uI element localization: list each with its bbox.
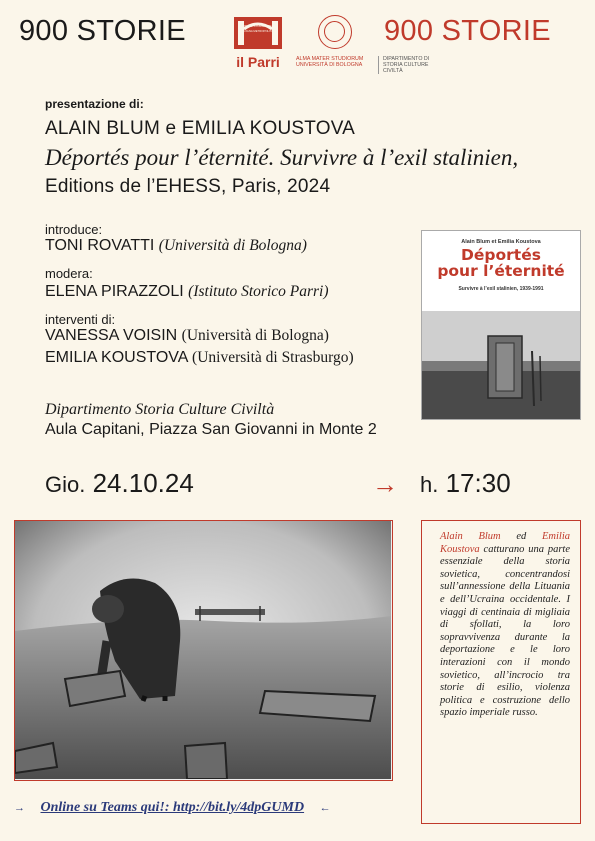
blurb-author-1: Alain Blum [440,531,501,542]
person-name: EMILIA KOUSTOVA [45,349,188,366]
cover-photo [422,311,580,420]
presentation-label: presentazione di: [45,97,144,111]
event-time [420,468,511,499]
svg-text:ISTITUTO STORICO PARRI: ISTITUTO STORICO PARRI [239,24,277,28]
online-link-row [14,800,331,816]
cover-title [422,247,580,280]
blurb-connector: ed [516,531,527,542]
series-title-left: 900 STORIE [19,15,186,47]
arrow-right-icon: → [372,469,398,499]
book-cover [421,230,581,420]
person-name: TONI ROVATTI [45,237,155,254]
blurb-author-2: Emilia Koustova [440,531,570,555]
person-affiliation: (Università di Bologna) [181,327,329,344]
cover-title-line-1: Déportés [461,246,541,264]
hour-label: h. [420,472,439,497]
person-affiliation: (Università di Strasburgo) [192,349,354,366]
svg-text:il Parri: il Parri [236,54,280,70]
person-name: ELENA PIRAZZOLI [45,283,184,300]
unibo-seal-icon [318,15,352,49]
person-affiliation: (Università di Bologna) [158,237,307,254]
interventi-label: interventi di: [45,312,116,327]
speaker-1 [45,327,329,345]
cover-authors: Alain Blum et Emilia Koustova [461,239,541,245]
blurb-body: catturano una parte essenziale della storia sovietica, concentrandosi sull’annessione della Lituania e dell’Ucraina occidentale. I viaggi di centinaia di migliaia di sfollati, la loro sopravvivenza durante la deportazione e le loro interazioni con il mondo sovietico, all’incrocio tra storie di esilio, violenza politica e costruzione dello spazio imperiale russo. [440,543,570,719]
modera-person [45,283,329,301]
svg-text:BOLOGNA METROPOLITANA: BOLOGNA METROPOLITANA [238,29,278,33]
person-name: VANESSA VOISIN [45,327,178,344]
book-publisher: Editions de l’EHESS, Paris, 2024 [45,176,331,197]
book-title: Déportés pour l’éternité. Survivre à l’exil stalinien, [45,145,519,170]
modera-label: modera: [45,266,93,281]
unibo-name: ALMA MATER STUDIORUM UNIVERSITÀ DI BOLOGNA [296,56,364,69]
event-date [45,468,194,499]
time-value: 17:30 [445,468,511,498]
parri-logo [228,15,288,73]
series-title-right: 900 STORIE [384,15,551,47]
description-box [421,520,581,824]
cover-title-line-2: pour l’éternité [437,262,565,281]
speaker-2 [45,349,354,367]
arrow-left-icon: ← [319,802,331,814]
venue-department: Dipartimento Storia Culture Civiltà [45,401,275,418]
person-affiliation: (Istituto Storico Parri) [188,283,329,300]
venue-room: Aula Capitani, Piazza San Giovanni in Monte 2 [45,421,377,438]
introduce-person [45,237,307,255]
event-photo [14,520,393,781]
day-label: Gio. [45,472,86,497]
arrow-right-icon: → [14,802,25,814]
date-value: 24.10.24 [92,468,194,498]
book-authors: ALAIN BLUM e EMILIA KOUSTOVA [45,118,356,139]
department-name: DIPARTIMENTO DI STORIA CULTURE CIVILTÀ [378,56,448,74]
description-text [440,531,570,720]
cover-subtitle: Survivre à l’exil stalinien, 1939-1991 [458,286,544,292]
introduce-label: introduce: [45,222,103,237]
teams-link[interactable]: Online su Teams qui!: http://bit.ly/4dpGUMD [40,800,305,815]
